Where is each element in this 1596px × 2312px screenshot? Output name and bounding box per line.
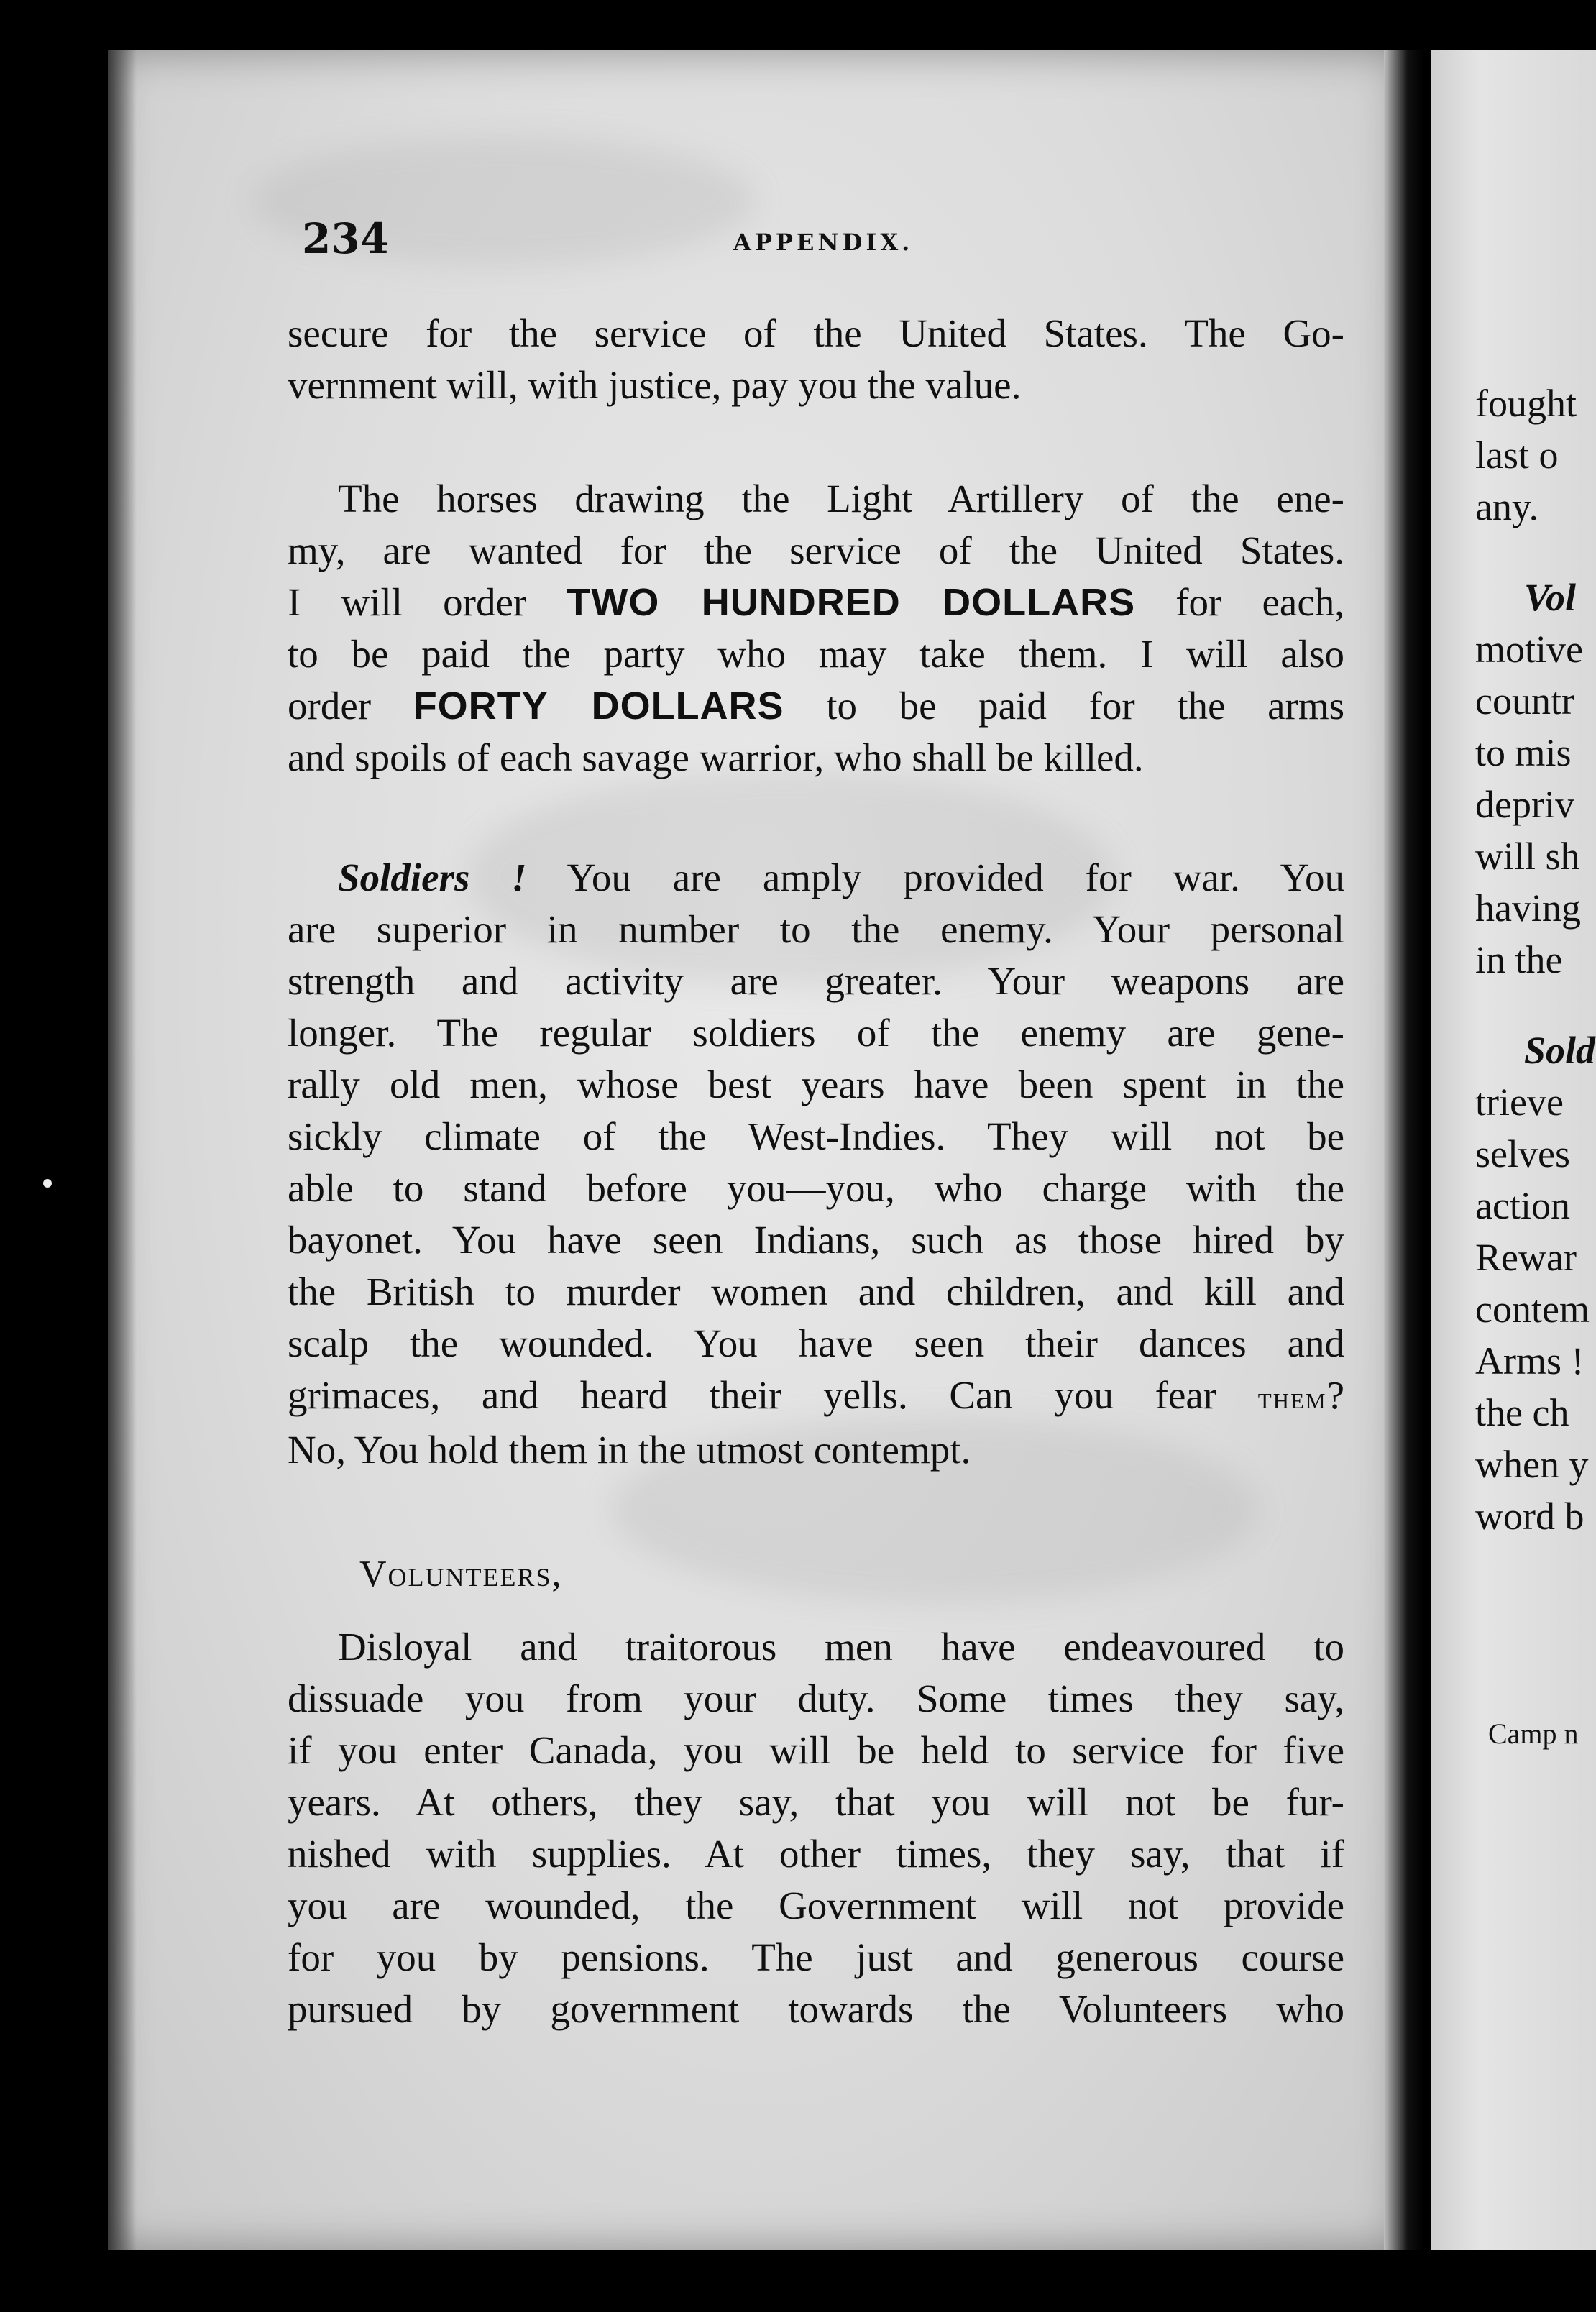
text-run: You are amply provided for war. You: [526, 855, 1344, 899]
text-run: I will order: [288, 580, 567, 624]
paragraph-1: [288, 308, 1344, 411]
text-line: my, are wanted for the service of the United States.: [288, 528, 1344, 572]
text-line: The horses drawing the Light Artillery of the ene-: [338, 477, 1344, 520]
text-run-italic: Soldiers !: [338, 855, 527, 899]
volunteers-heading: Volunteers,: [359, 1554, 563, 1595]
right-page-fragment: when y: [1475, 1443, 1589, 1486]
text-line: scalp the wounded. You have seen their dances and: [288, 1321, 1344, 1365]
running-title: APPENDIX.: [733, 229, 914, 256]
text-run: ?: [1326, 1373, 1344, 1417]
right-page-fragment: having: [1475, 886, 1581, 930]
right-page-fragment: action: [1475, 1184, 1570, 1227]
text-run-caps: TWO HUNDRED DOLLARS: [567, 581, 1136, 624]
page-number: 234: [302, 214, 390, 263]
text-line: vernment will, with justice, pay you the value.: [288, 363, 1022, 407]
text-line: bayonet. You have seen Indians, such as those hired by: [288, 1218, 1344, 1262]
text-run: order: [288, 684, 413, 728]
text-line: [288, 1370, 1344, 1424]
right-page-fragment: fought: [1475, 382, 1577, 425]
right-page-fragment: Arms !: [1475, 1339, 1584, 1382]
right-page-fragment: contem: [1475, 1288, 1590, 1331]
right-page-fragment: Camp n: [1488, 1717, 1579, 1750]
right-page-fragment: trieve: [1475, 1081, 1564, 1124]
text-line: nished with supplies. At other times, they say, that if: [288, 1832, 1344, 1876]
right-page-fragment: depriv: [1475, 783, 1574, 826]
text-run-small-caps: them: [1257, 1380, 1327, 1416]
text-line: if you enter Canada, you will be held to service for five: [288, 1728, 1344, 1772]
text-line: you are wounded, the Government will not provide: [288, 1884, 1344, 1927]
text-run: for each,: [1135, 580, 1344, 624]
paragraph-3: [288, 852, 1344, 1476]
text-line: years. At others, they say, that you will not be fur-: [288, 1780, 1344, 1824]
right-page-fragment: to mis: [1475, 731, 1572, 774]
right-page-cropped: [1431, 50, 1596, 2250]
text-line: rally old men, whose best years have been spent in the: [288, 1063, 1344, 1106]
right-page-fragment: the ch: [1475, 1391, 1569, 1434]
text-line: No, You hold them in the utmost contempt.: [288, 1428, 971, 1472]
text-line: and spoils of each savage warrior, who shall be killed.: [288, 735, 1144, 779]
right-page-fragment: Vol: [1524, 576, 1577, 619]
book-gutter: [1384, 50, 1423, 2250]
text-line: the British to murder women and children, and kill and: [288, 1270, 1344, 1313]
text-line: longer. The regular soldiers of the enemy are gene-: [288, 1011, 1344, 1055]
running-head: [302, 214, 1380, 265]
text-line: [288, 680, 1344, 732]
text-line: secure for the service of the United States. The Go-: [288, 311, 1344, 355]
right-page-fragment: Sold: [1524, 1029, 1596, 1072]
text-line: to be paid the party who may take them. I will also: [288, 632, 1344, 676]
right-page-fragment: any.: [1475, 485, 1538, 528]
text-line: strength and activity are greater. Your weapons are: [288, 959, 1344, 1003]
right-page-fragment: countr: [1475, 679, 1574, 722]
text-line: [288, 852, 1344, 904]
paragraph-2: [288, 473, 1344, 784]
text-line: able to stand before you—you, who charge with the: [288, 1166, 1344, 1210]
text-line: are superior in number to the enemy. Your personal: [288, 907, 1344, 951]
right-page-fragment: last o: [1475, 434, 1559, 477]
right-page-fragment: motive: [1475, 628, 1583, 671]
text-line: pursued by government towards the Volunteers who: [288, 1987, 1344, 2031]
right-page-fragment: in the: [1475, 938, 1563, 981]
right-page-fragment: word b: [1475, 1495, 1584, 1538]
right-page-fragment: selves: [1475, 1132, 1570, 1175]
text-line: sickly climate of the West-Indies. They will not be: [288, 1114, 1344, 1158]
text-run-caps: FORTY DOLLARS: [413, 684, 784, 728]
paragraph-4: [288, 1621, 1344, 2035]
text-run: grimaces, and heard their yells. Can you fear: [288, 1373, 1258, 1417]
text-run: to be paid for the arms: [784, 684, 1345, 728]
text-line: for you by pensions. The just and generous course: [288, 1935, 1344, 1979]
right-page-fragment: will sh: [1475, 835, 1580, 878]
text-line: Disloyal and traitorous men have endeavoured to: [338, 1625, 1344, 1669]
right-page-fragment: Rewar: [1475, 1236, 1577, 1279]
text-line: dissuade you from your duty. Some times they say,: [288, 1676, 1344, 1720]
text-line: [288, 577, 1344, 628]
scan-speck: [43, 1179, 52, 1188]
